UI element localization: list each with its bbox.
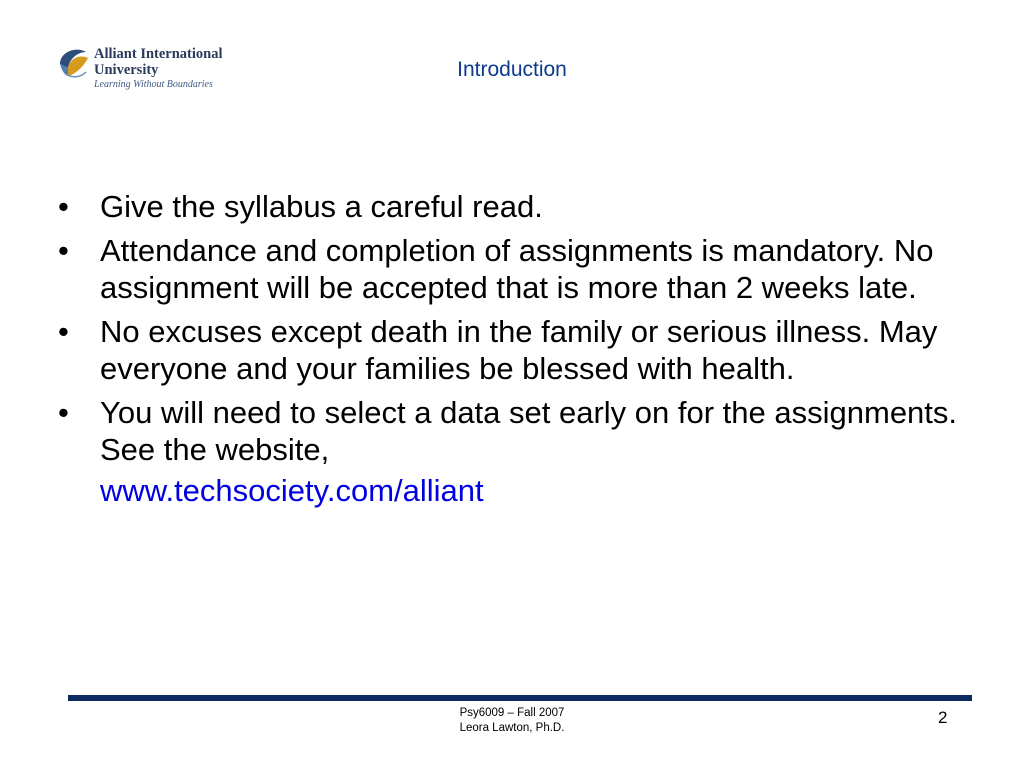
- slide-title: Introduction: [457, 58, 567, 81]
- bullet-text: No excuses except death in the family or serious illness. May everyone and your families be blessed with health.: [100, 314, 938, 386]
- bullet-list: [56, 188, 976, 516]
- bullet-item: [56, 394, 976, 509]
- bullet-text: Attendance and completion of assignments is mandatory. No assignment will be accepted that is more than 2 weeks late.: [100, 233, 934, 305]
- footer-divider: [68, 695, 972, 701]
- footer-author: Leora Lawton, Ph.D.: [459, 722, 565, 734]
- footer-course: Psy6009 – Fall 2007: [459, 707, 565, 719]
- logo-name-line1: Alliant International: [94, 46, 223, 62]
- bullet-text: You will need to select a data set early on for the assignments. See the website,: [100, 395, 958, 467]
- bullet-item: [56, 232, 976, 306]
- bullet-marker: •: [58, 233, 69, 268]
- logo-tagline: Learning Without Boundaries: [94, 79, 213, 90]
- bullet-text: Give the syllabus a careful read.: [100, 189, 543, 224]
- bullet-item: [56, 188, 976, 225]
- bullet-item: [56, 313, 976, 387]
- logo-name-line2: University: [94, 62, 159, 78]
- page-number: 2: [938, 708, 948, 727]
- bullet-marker: •: [58, 314, 69, 349]
- bullet-marker: •: [58, 395, 69, 430]
- website-link[interactable]: www.techsociety.com/alliant: [100, 473, 484, 508]
- bullet-marker: •: [58, 189, 69, 224]
